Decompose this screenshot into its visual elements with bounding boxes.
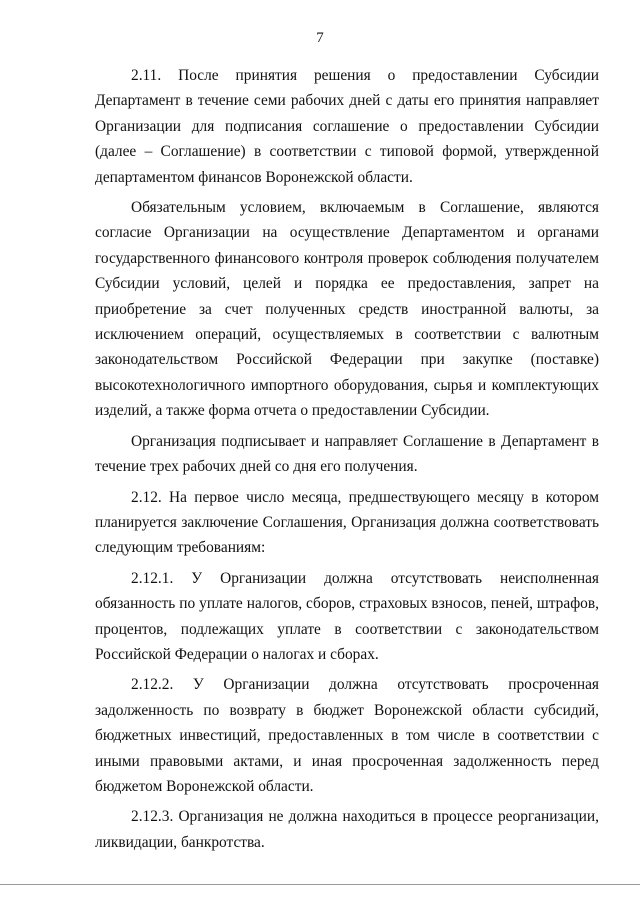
page-number: 7 — [316, 30, 324, 46]
paragraph-2-12-2: 2.12.2. У Организации должна отсутствовать просроченная задолженность по возврату в бюджет Воронежской области субсидий, бюджетных инвестиций, предоставленных в том числе в соответствии с иными правовыми актами, и иная просроченная задолженность перед бюджетом Воронежской области. — [95, 676, 599, 795]
paragraph-signing: Организация подписывает и направляет Соглашение в Департамент в течение трех рабочих дней со дня его получения. — [95, 432, 599, 476]
document-body — [95, 63, 599, 860]
bottom-rule — [0, 884, 640, 885]
paragraph-2-11: 2.11. После принятия решения о предоставлении Субсидии Департамент в течение семи рабочих дней с даты его принятия направляет Организации для подписания соглашение о предоставлении Субсидии (далее – Соглашение) в соответствии с типовой формой, утвержденной департаментом финансов Воронежской области. — [95, 67, 599, 186]
paragraph-2-12: 2.12. На первое число месяца, предшествующего месяцу в котором планируется заключение Соглашения, Организация должна соответствовать следующим требованиям: — [95, 488, 599, 557]
paragraph-2-12-1: 2.12.1. У Организации должна отсутствовать неисполненная обязанность по уплате налогов, сборов, страховых взносов, пеней, штрафов, процентов, подлежащих уплате в соответствии с законодательством Российской Федерации о налогах и сборах. — [95, 569, 599, 663]
paragraph-2-12-3: 2.12.3. Организация не должна находиться в процессе реорганизации, ликвидации, банкротства. — [95, 808, 599, 851]
paragraph-mandatory-condition: Обязательным условием, включаемым в Соглашение, являются согласие Организации на осуществление Департаментом и органами государственного финансового контроля проверок соблюдения получателем Субсидии условий, целей и порядка ее предоставления, запрет на приобретение за счет полученных средств иностранной валюты, за исключением операций, осуществляемых в соответствии с валютным законодательством Российской Федерации при закупке (поставке) высокотехнологичного импортного оборудования, сырья и комплектующих изделий, а также форма отчета о предоставлении Субсидии. — [95, 199, 599, 420]
